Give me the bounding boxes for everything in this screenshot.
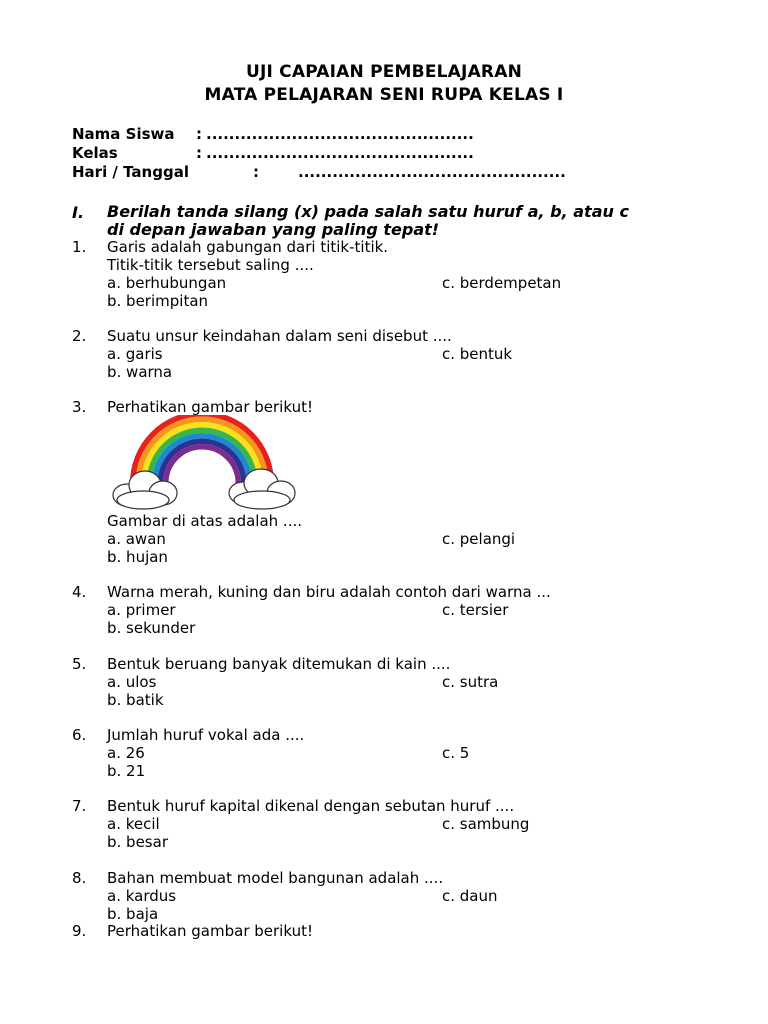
- question-text: Bahan membuat model bangunan adalah ....: [107, 869, 444, 887]
- rainbow-image: [105, 415, 300, 515]
- option-b: b. baja: [107, 905, 159, 923]
- date-colon: :: [253, 163, 259, 181]
- option-c: c. daun: [442, 887, 498, 905]
- class-dots: ...............................................: [206, 144, 474, 162]
- question-number: 2.: [72, 327, 87, 345]
- document-title: UJI CAPAIAN PEMBELAJARAN: [246, 62, 522, 82]
- option-b: b. batik: [107, 691, 164, 709]
- option-a: a. garis: [107, 345, 163, 363]
- question-text: Bentuk beruang banyak ditemukan di kain ....: [107, 655, 451, 673]
- option-a: a. 26: [107, 744, 145, 762]
- question-text: Warna merah, kuning dan biru adalah contoh dari warna ...: [107, 583, 551, 601]
- question-number: 4.: [72, 583, 87, 601]
- document-subtitle: MATA PELAJARAN SENI RUPA KELAS I: [204, 85, 564, 105]
- option-c: c. tersier: [442, 601, 509, 619]
- instruction-line-2: di depan jawaban yang paling tepat!: [107, 220, 440, 239]
- question-number: 1.: [72, 238, 87, 256]
- option-b: b. 21: [107, 762, 146, 780]
- date-label: Hari / Tanggal: [72, 163, 189, 181]
- option-a: a. primer: [107, 601, 176, 619]
- option-b: b. hujan: [107, 548, 168, 566]
- question-text: Bentuk huruf kapital dikenal dengan sebutan huruf ....: [107, 797, 515, 815]
- question-number: 3.: [72, 398, 87, 416]
- question-number: 8.: [72, 869, 87, 887]
- option-a: a. ulos: [107, 673, 157, 691]
- option-a: a. berhubungan: [107, 274, 227, 292]
- option-c: c. sutra: [442, 673, 499, 691]
- option-b: b. warna: [107, 363, 173, 381]
- option-c: c. 5: [442, 744, 470, 762]
- question-text: Garis adalah gabungan dari titik-titik.: [107, 238, 389, 256]
- question-number: 6.: [72, 726, 87, 744]
- option-a: a. kecil: [107, 815, 160, 833]
- date-dots: ...............................................: [298, 163, 566, 181]
- name-dots: ...............................................: [206, 125, 474, 143]
- question-number: 7.: [72, 797, 87, 815]
- section-number: I.: [72, 203, 85, 222]
- option-c: c. berdempetan: [442, 274, 562, 292]
- question-number: 9.: [72, 922, 87, 940]
- question-text: Perhatikan gambar berikut!: [107, 398, 313, 416]
- option-b: b. berimpitan: [107, 292, 209, 310]
- name-label: Nama Siswa: [72, 125, 175, 143]
- option-c: c. bentuk: [442, 345, 513, 363]
- class-colon: :: [196, 144, 202, 162]
- option-a: a. kardus: [107, 887, 177, 905]
- question-number: 5.: [72, 655, 87, 673]
- question-text: Titik-titik tersebut saling ....: [107, 256, 314, 274]
- question-text: Jumlah huruf vokal ada ....: [107, 726, 305, 744]
- option-b: b. sekunder: [107, 619, 196, 637]
- option-b: b. besar: [107, 833, 168, 851]
- option-a: a. awan: [107, 530, 166, 548]
- name-colon: :: [196, 125, 202, 143]
- question-text: Suatu unsur keindahan dalam seni disebut ....: [107, 327, 452, 345]
- instruction-line-1: Berilah tanda silang (x) pada salah satu huruf a, b, atau c: [107, 202, 629, 221]
- option-c: c. pelangi: [442, 530, 516, 548]
- option-c: c. sambung: [442, 815, 530, 833]
- class-label: Kelas: [72, 144, 118, 162]
- question-text: Gambar di atas adalah ....: [107, 512, 302, 530]
- question-text: Perhatikan gambar berikut!: [107, 922, 313, 940]
